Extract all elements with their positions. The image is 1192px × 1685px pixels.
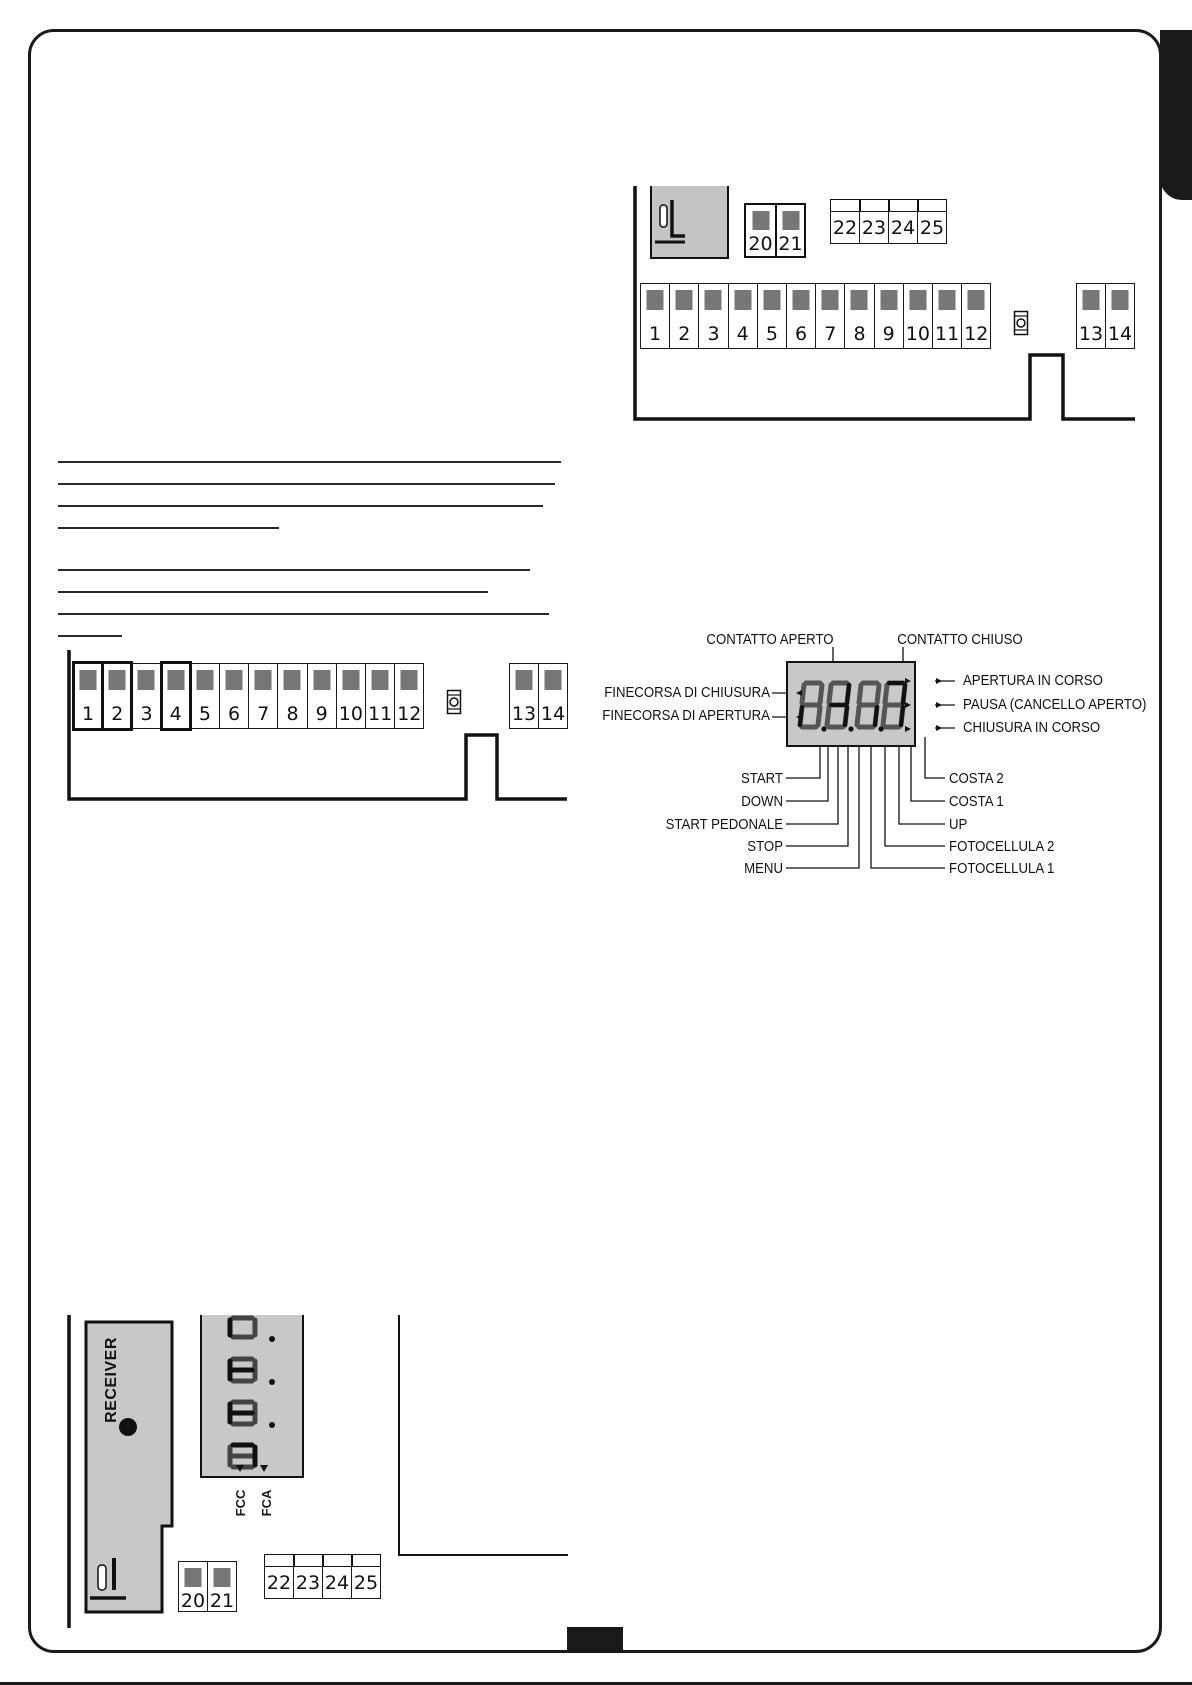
terminal-number: 10 [905,323,930,345]
terminal-number: 25 [919,217,945,239]
terminal-contact [1112,290,1129,310]
terminal-10 [903,283,933,349]
terminal-number: 5 [765,323,778,345]
terminal-number: 22 [266,1572,292,1594]
terminal-6 [219,663,249,729]
terminal-contact [851,290,868,310]
connector-icon [650,190,690,250]
terminal-number: 14 [540,703,566,725]
terminal-number: 6 [228,703,241,725]
terminal-7 [248,663,278,729]
fuse-icon [446,689,462,715]
terminal-contact [676,290,693,310]
terminal-number: 2 [678,323,691,345]
terminal-highlight-4 [160,661,192,731]
terminal-number: 11 [368,703,393,725]
terminal-25 [917,211,947,244]
terminal-number: 13 [511,703,537,725]
label-opening-in-progress: APERTURA IN CORSO [963,672,1103,689]
terminal-21: 21 [775,205,804,256]
terminal-number: 2 [111,703,124,725]
label-up: UP [949,816,968,833]
terminal-22 [830,211,860,244]
terminal-7 [815,283,845,349]
terminal-number: 7 [257,703,270,725]
terminal-number: 25 [353,1572,379,1594]
terminal-6 [786,283,816,349]
terminal-number: 8 [853,323,866,345]
terminal-24 [322,1566,352,1599]
text-line [58,505,543,507]
text-line [58,483,555,485]
terminal-contact [545,670,562,690]
terminal-number: 5 [198,703,211,725]
terminal-contact [880,290,897,310]
terminal-13 [1076,283,1106,349]
terminal-contact [313,670,330,690]
label-stop: STOP [747,838,783,855]
label-costa-1: COSTA 1 [949,793,1004,810]
text-line [58,635,122,637]
terminal-contact [939,290,956,310]
terminal-contact [734,290,751,310]
text-line [58,591,488,593]
label-contact-closed: CONTATTO CHIUSO [897,631,1023,648]
terminal-9 [307,663,337,729]
terminal-contact [705,290,722,310]
vertical-segment-digits [200,1315,304,1485]
text-line [58,461,561,463]
terminal-contact [255,670,272,690]
terminal-contact [138,670,155,690]
terminal-contact [909,290,926,310]
terminal-number: 23 [861,217,887,239]
terminal-1 [640,283,670,349]
terminal-number: 12 [964,323,989,345]
terminal-24 [888,211,918,244]
side-tab [1160,30,1192,200]
terminal-9 [874,283,904,349]
terminal-contact [822,290,839,310]
terminal-number: 10 [338,703,363,725]
terminal-11 [365,663,395,729]
terminal-contact [342,670,359,690]
terminal-contact [284,670,301,690]
terminal-contact [793,290,810,310]
terminal-number: 9 [882,323,895,345]
label-closing-in-progress: CHIUSURA IN CORSO [963,719,1101,736]
terminal-12 [394,663,424,729]
label-costa-2: COSTA 2 [949,770,1004,787]
terminal-8 [844,283,874,349]
terminal-number: 1 [649,323,662,345]
terminal-8 [277,663,307,729]
label-fotocellula-2: FOTOCELLULA 2 [949,838,1055,855]
label-fotocellula-1: FOTOCELLULA 1 [949,860,1055,877]
terminal-5 [757,283,787,349]
text-line [58,527,279,529]
terminal-25 [351,1566,381,1599]
terminal-number: 4 [736,323,749,345]
terminal-number: 1 [82,703,95,725]
terminal-contact [196,670,213,690]
page-number-bar [567,1627,623,1653]
terminal-23 [293,1566,323,1599]
terminal-number: 22 [832,217,858,239]
terminal-10 [336,663,366,729]
terminal-contact [647,290,664,310]
receiver-module [84,1320,176,1615]
terminal-14 [1105,283,1135,349]
label-opening-limit: FINECORSA DI APERTURA [602,707,770,724]
terminal-number: 9 [315,703,328,725]
label-contact-open: CONTATTO APERTO [706,631,834,648]
terminal-number: 8 [286,703,299,725]
terminal-3 [131,663,161,729]
terminal-number: 24 [324,1572,350,1594]
label-down: DOWN [741,793,783,810]
label-pause-gate-open: PAUSA (CANCELLO APERTO) [963,696,1147,713]
terminal-23 [859,211,889,244]
terminal-number: 7 [824,323,837,345]
terminal-contact [1083,290,1100,310]
terminal-highlight-1 [72,661,104,731]
segment-digits [786,661,916,747]
terminal-number: 13 [1078,323,1104,345]
receiver-label: RECEIVER [103,1337,120,1423]
terminal-4 [728,283,758,349]
terminal-22 [264,1566,294,1599]
terminal-highlight-2 [101,661,133,731]
terminal-contact [516,670,533,690]
terminal-number: 12 [397,703,422,725]
terminal-13 [509,663,539,729]
terminal-11 [932,283,962,349]
terminal-contact [226,670,243,690]
terminal-contact [401,670,418,690]
terminal-12 [961,283,991,349]
terminal-number: 24 [890,217,916,239]
terminal-number: 4 [169,703,182,725]
terminal-21: 21 [207,1561,237,1612]
label-start-pedonale: START PEDONALE [665,816,783,833]
terminal-contact [763,290,780,310]
terminal-number: 23 [295,1572,321,1594]
label-start: START [740,770,783,787]
text-line [58,613,549,615]
terminal-contact [968,290,985,310]
label-fcc: FCC [233,1489,248,1517]
terminal-20: 20 [178,1561,208,1612]
terminal-2 [669,283,699,349]
terminal-3 [698,283,728,349]
terminal-14 [538,663,568,729]
terminal-5 [190,663,220,729]
fuse-icon [1013,310,1029,336]
terminal-contact [372,670,389,690]
terminal-number: 11 [935,323,960,345]
terminal-number: 14 [1107,323,1133,345]
label-fca: FCA [259,1489,274,1517]
text-line [58,569,530,571]
terminal-number: 3 [707,323,720,345]
terminal-number: 6 [795,323,808,345]
label-closing-limit: FINECORSA DI CHIUSURA [604,684,770,701]
label-menu: MENU [744,860,783,877]
terminal-20: 20 [746,205,775,256]
terminal-number: 3 [140,703,153,725]
